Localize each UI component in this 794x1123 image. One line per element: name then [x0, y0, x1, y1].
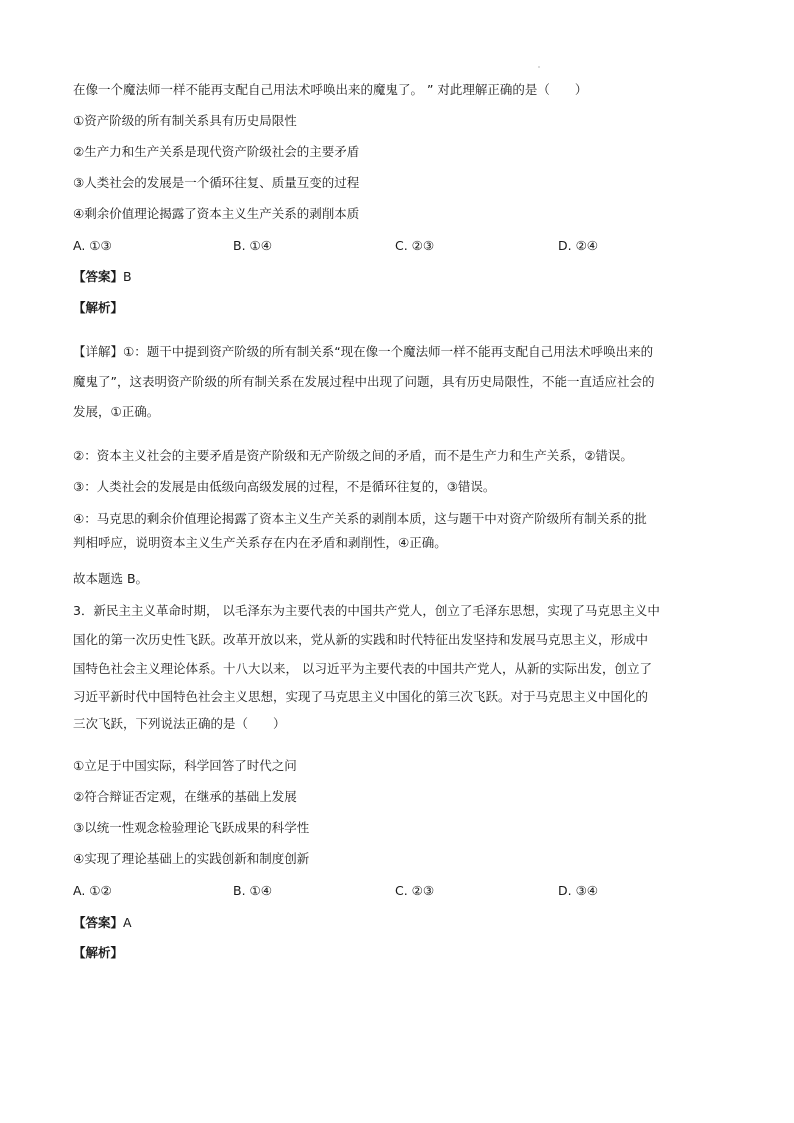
q3-option-d: D. ③④: [558, 883, 598, 898]
q2-analysis-label: 【解析】: [73, 300, 124, 315]
q2-option-c: C. ②③: [395, 238, 435, 253]
q2-stem-tail: 在像一个魔法师一样不能再支配自己用法术呼唤出来的魔鬼了。 ” 对此理解正确的是（ ）: [73, 82, 588, 97]
q2-detail-line-1: 【详解】①：题干中提到资产阶级的所有制关系“现在像一个魔法师一样不能再支配自己用法术呼唤出来的: [73, 344, 654, 359]
q3-statement-1: ①立足于中国实际，科学回答了时代之问: [73, 758, 297, 773]
q3-answer-label: 【答案】: [73, 915, 124, 930]
q3-option-b: B. ①④: [233, 883, 272, 898]
q2-detail-line-3: 发展，①正确。: [73, 404, 160, 419]
q3-stem-line-5: 三次飞跃，下列说法正确的是（ ）: [73, 716, 286, 731]
q2-detail-line-2: 魔鬼了”，这表明资产阶级的所有制关系在发展过程中出现了问题，具有历史局限性，不能一直适应社会的: [73, 374, 655, 389]
q2-point-2: ②：资本主义社会的主要矛盾是资产阶级和无产阶级之间的矛盾，而不是生产力和生产关系，②错误。: [73, 448, 633, 463]
q2-option-d: D. ②④: [558, 238, 598, 253]
q2-statement-1: ①资产阶级的所有制关系具有历史局限性: [73, 113, 297, 128]
q2-point-4-line-1: ④：马克思的剩余价值理论揭露了资本主义生产关系的剥削本质，这与题干中对资产阶级所有制关系的批: [73, 511, 647, 526]
q2-statement-3: ③人类社会的发展是一个循环往复、质量互变的过程: [73, 175, 360, 190]
q2-point-4-line-2: 判相呼应，说明资本主义生产关系存在内在矛盾和剥削性，④正确。: [73, 535, 447, 550]
q3-answer: [73, 916, 132, 930]
q3-stem-line-3: 国特色社会主义理论体系。十八大以来， 以习近平为主要代表的中国共产党人，从新的实际出发，创立了: [73, 661, 652, 676]
q2-option-b: B. ①④: [233, 238, 272, 253]
q3-option-c: C. ②③: [395, 883, 435, 898]
q3-analysis-label: 【解析】: [73, 945, 124, 960]
q2-option-a: A. ①③: [73, 238, 112, 253]
q3-stem-line-4: 习近平新时代中国特色社会主义思想，实现了马克思主义中国化的第三次飞跃。对于马克思主义中国化的: [73, 689, 649, 704]
q2-statement-2: ②生产力和生产关系是现代资产阶级社会的主要矛盾: [73, 144, 360, 159]
q2-answer: [73, 270, 132, 284]
q3-stem-line-1: 3．新民主主义革命时期， 以毛泽东为主要代表的中国共产党人，创立了毛泽东思想，实现了马克思主义中: [73, 603, 660, 618]
q2-conclusion: 故本题选 B。: [73, 571, 149, 586]
q2-statement-4: ④剩余价值理论揭露了资本主义生产关系的剥削本质: [73, 206, 360, 221]
q3-statement-2: ②符合辩证否定观，在继承的基础上发展: [73, 789, 297, 804]
q2-point-3: ③：人类社会的发展是由低级向高级发展的过程，不是循环往复的，③错误。: [73, 479, 496, 494]
q3-statement-3: ③以统一性观念检验理论飞跃成果的科学性: [73, 820, 310, 835]
scan-speck: [538, 66, 540, 68]
q2-answer-value: B: [123, 269, 132, 284]
q3-statement-4: ④实现了理论基础上的实践创新和制度创新: [73, 851, 310, 866]
q3-stem-line-2: 国化的第一次历史性飞跃。改革开放以来，党从新的实践和时代特征出发坚持和发展马克思主义，形成中: [73, 632, 649, 647]
q3-option-a: A. ①②: [73, 883, 112, 898]
q3-answer-value: A: [123, 915, 132, 930]
q2-answer-label: 【答案】: [73, 269, 124, 284]
